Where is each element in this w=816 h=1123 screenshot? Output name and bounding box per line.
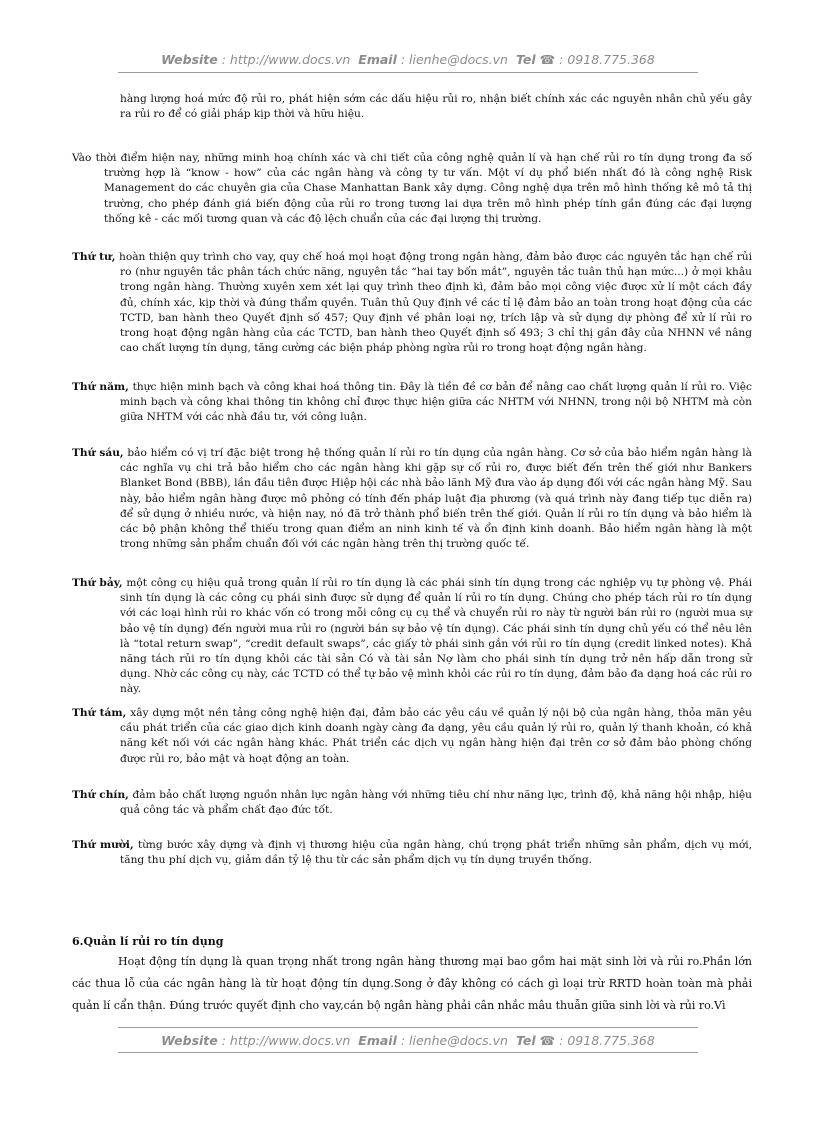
heading-thu-muoi: Thứ mười, [72,839,134,851]
footer-email-label: Email [358,1033,397,1048]
paragraph-thu-chin: Thứ chín, đảm bảo chất lượng nguồn nhân lực ngân hàng với những tiêu chí như năng lực, trình độ, khả năng hội nhập, hiệu quả công tác và phẩm chất đạo đức tốt. [72,789,753,817]
header-divider [118,72,698,73]
email-address[interactable]: : lienhe@docs.vn [400,52,508,67]
footer-divider-top [118,1027,698,1028]
footer-email-address[interactable]: : lienhe@docs.vn [400,1033,508,1048]
tel-number: ☎ : 0918.775.368 [539,52,655,67]
page-header [118,52,698,67]
paragraph-thu-bay: Thứ bảy, một công cụ hiệu quả trong quản lí rủi ro tín dụng là các phái sinh tín dụng trong các nghiệp vụ tự phòng vệ. Phái sinh tín dụng là các công cụ phái sinh được sử dụng để quản lí rủi ro tín dụng. Chúng cho phép tách rủi ro tín dụng với các loại hình rủi ro khác vốn có trong mỗi công cụ cụ thể và chuyển rủi ro này từ người bán rủi ro (người mua sự bảo vệ tín dụng) đến người mua rủi ro (người bán sự bảo vệ tín dụng). Các phái sinh tín dụng chủ yếu có thể nêu lên là “total return swap”, “credit default swaps”, các giấy tờ phái sinh gắn với rủi ro tín dụng (credit linked notes). Khả năng tách rủi ro tín dụng khỏi các tài sản Có và tài sản Nợ làm cho phái sinh tín dụng trở nên hấp dẫn trong sử dụng. Nhờ các công cụ này, các TCTD có thể tự bảo vệ mình khỏi các rủi ro tín dụng, đảm bảo đa dạng hoá các rủi ro này. [72,577,752,696]
paragraph-thu-sau: Thứ sáu, bảo hiểm có vị trí đặc biệt trong hệ thống quản lí rủi ro tín dụng của ngân hàng. Cơ sở của bảo hiểm ngân hàng là các nghĩa vụ chi trả bảo hiểm cho các ngân hàng khi gặp sự cố rủi ro, được biết đến trên thế giới như Bankers Blanket Bond (BBB), lần đầu tiên được Hiệp hội các nhà bảo lãnh Mỹ đưa vào áp dụng đối với các ngân hàng Mỹ. Sau này, bảo hiểm ngân hàng được mô phỏng có tính đến pháp luật địa phương (và quá trình này đang tiếp tục diễn ra) để sử dụng ở nhiều nước, và hiện nay, nó đã trở thành phổ biến trên thế giới. Quản lí rủi ro tín dụng và bảo hiểm là các bộ phận không thể thiếu trong quan điểm an ninh kinh tế và ổn định kinh doanh. Bảo hiểm ngân hàng là một trong những sản phẩm chuẩn đối với các ngân hàng trên thị trường quốc tế. [72,447,753,551]
paragraph-thu-muoi: Thứ mười, từng bước xây dựng và định vị thương hiệu của ngân hàng, chú trọng phát triển những sản phẩm, dịch vụ mới, tăng thu phí dịch vụ, giảm dần tỷ lệ thu từ các sản phẩm dịch vụ tín dụng truyền thống. [72,839,752,867]
footer-website-label: Website [161,1033,218,1048]
footer-tel-number: ☎ : 0918.775.368 [539,1033,655,1048]
heading-thu-chin: Thứ chín, [72,789,129,801]
section-title: 6.Quản lí rủi ro tín dụng [72,935,224,948]
heading-thu-tu: Thứ tư, [72,251,116,263]
email-label: Email [358,52,397,67]
footer-tel-label: Tel [515,1033,536,1048]
heading-thu-tam: Thứ tám, [72,707,127,719]
section-body: Hoạt động tín dụng là quan trọng nhất trong ngân hàng thương mại bao gồm hai mặt sinh lời và rủi ro.Phần lớn các thua lỗ của các ngân hàng là từ hoạt động tín dụng.Song ở đây không có cách gì loại trừ RRTD hoàn toàn mà phải quản lí cẩn thận. Đúng trước quyết định cho vay,cán bộ ngân hàng phải cân nhắc mâu thuẫn giữa sinh lời và rủi ro.Vì [72,955,752,1012]
paragraph-thu-tu: Thứ tư, hoàn thiện quy trình cho vay, quy chế hoá mọi hoạt động trong ngân hàng, đảm bảo được các nguyên tắc hạn chế rủi ro (như nguyên tắc phân tách chức năng, nguyên tắc “hai tay bốn mắt”, nguyên tắc tuân thủ hạn mức...) ở mọi khâu trong ngân hàng. Thường xuyên xem xét lại quy trình theo định kì, đảm bảo mọi công việc được xử lí một cách đầy đủ, chính xác, kịp thời và đúng thẩm quyền. Tuân thủ Quy định về các tỉ lệ đảm bảo an toàn trong hoạt động của các TCTD, ban hành theo Quyết định số 457; Quy định về phân loại nợ, trích lập và sử dụng dự phòng để xử lí rủi ro trong hoạt động ngân hàng của các TCTD, ban hành theo Quyết định số 493; 3 chỉ thị gần đây của NHNN về nâng cao chất lượng tín dụng, tăng cường các biện pháp phòng ngừa rủi ro trong hoạt động ngân hàng. [72,251,752,355]
heading-thu-nam: Thứ năm, [72,381,129,393]
footer-divider-bottom [118,1052,698,1053]
heading-thu-bay: Thứ bảy, [72,577,123,589]
paragraph-thu-nam: Thứ năm, thực hiện minh bạch và công khai hoá thông tin. Đây là tiền đề cơ bản để nâng cao chất lượng quản lí rủi ro. Việc minh bạch và công khai thông tin không chỉ được thực hiện giữa các NHTM với NHNN, trong nội bộ NHTM mà còn giữa NHTM với các nhà đầu tư, với công luận. [72,381,752,424]
website-label: Website [161,52,218,67]
paragraph-continuation: hàng lượng hoá mức độ rủi ro, phát hiện sớm các dấu hiệu rủi ro, nhận biết chính xác các nguyên nhân chủ yếu gây ra rủi ro để có giải pháp kịp thời và hữu hiệu. [120,93,752,121]
footer-website-url[interactable]: : http://www.docs.vn [221,1033,351,1048]
page-footer [118,1033,698,1048]
website-url[interactable]: : http://www.docs.vn [221,52,351,67]
tel-label: Tel [515,52,536,67]
paragraph-risk-tech: Vào thời điểm hiện nay, những minh hoạ chính xác và chi tiết của công nghệ quản lí và hạn chế rủi ro tín dụng trong đa số trường hợp là “know - how” của các ngân hàng và công ty tư vấn. Một ví dụ phổ biến nhất đó là công nghệ Risk Management do các chuyên gia của Chase Manhattan Bank xây dựng. Công nghệ dựa trên mô hình thống kê mô tả thị trường, cho phép đánh giá biến động của rủi ro trong tương lai dựa trên mô hình phép tính gần đúng các đại lượng thống kê - các mối tương quan và các độ lệch chuẩn của các đại lượng thị trường. [72,152,752,225]
paragraph-thu-tam: Thứ tám, xây dựng một nền tảng công nghệ hiện đại, đảm bảo các yêu cầu về quản lý nội bộ của ngân hàng, thỏa mãn yêu cầu phát triển của các giao dịch kinh doanh ngày càng đa dạng, yêu cầu quản lý rủi ro, quản lý thanh khoản, có khả năng kết nối với các ngân hàng khác. Phát triển các dịch vụ ngân hàng hiện đại trên cơ sở đảm bảo phòng chống được rủi ro, bảo mật và hoạt động an toàn. [72,707,752,765]
heading-thu-sau: Thứ sáu, [72,447,124,459]
